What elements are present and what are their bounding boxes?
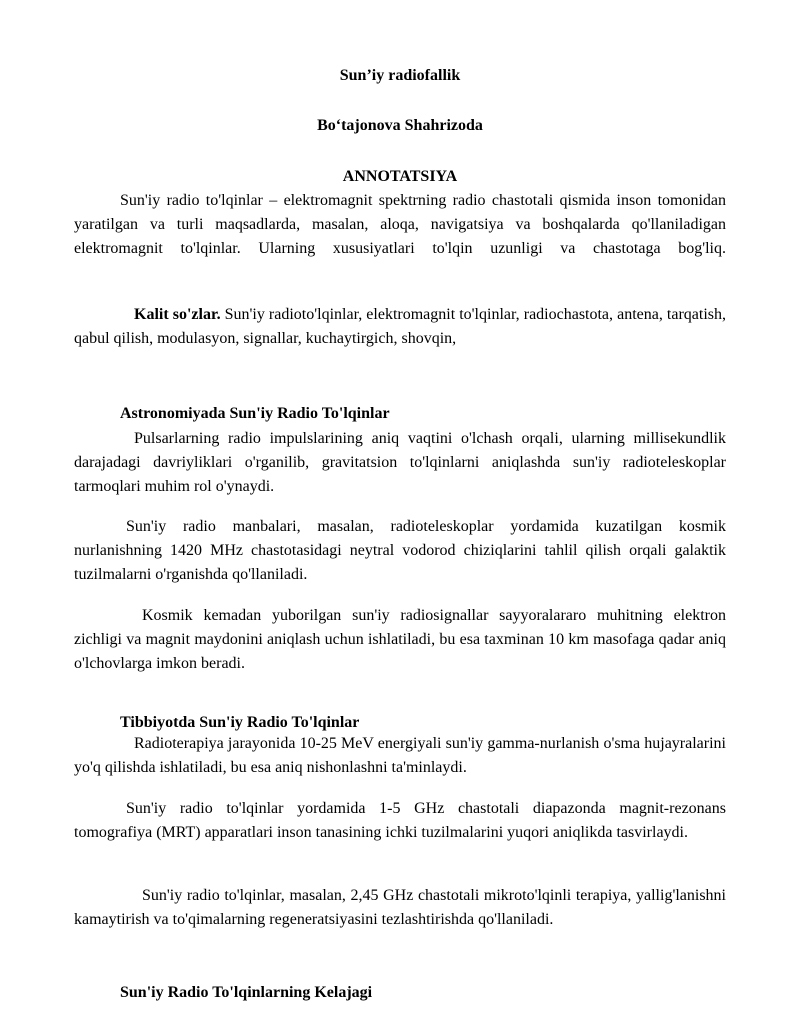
section-paragraph: Pulsarlarning radio impulslarining aniq vaqtini o'lchash orqali, ularning millisekundlik darajadagi davriyliklari o'rganilib, gravitatsion to'lqinlarni aniqlashda sun'iy radioteleskoplar tarmoqlari muhim rol o'ynaydi. bbox=[74, 430, 726, 495]
annotation-paragraph: Sun'iy radio to'lqinlar – elektromagnit spektrning radio chastotali qismida inson tomonidan yaratilgan va turli maqsadlarda, masalan, aloqa, navigatsiya va boshqalarda qo'llaniladigan elektromagnit to'lqinlar. Ularning xususiyatlari to'lqin uzunligi va chastotaga bog'liq. bbox=[74, 192, 726, 257]
section-paragraph: Kosmik kemadan yuborilgan sun'iy radiosignallar sayyoralararo muhitning elektron zichligi va magnit maydonini aniqlash uchun ishlatiladi, bu esa taxminan 10 km masofaga qadar aniq o'lchovlarga imkon beradi. bbox=[74, 607, 726, 672]
section-paragraph: Sun'iy radio to'lqinlar, masalan, 2,45 GHz chastotali mikroto'lqinli terapiya, yallig'lanishni kamaytirish va to'qimalarning regeneratsiyasini tezlashtirishda qo'llaniladi. bbox=[74, 887, 726, 928]
section-paragraph: Sun'iy radio to'lqinlar yordamida 1-5 GHz chastotali diapazonda magnit-rezonans tomografiya (MRT) apparatlari inson tanasining ichki tuzilmalarini yuqori aniqlikda tasvirlaydi. bbox=[74, 800, 726, 841]
keywords-text: Sun'iy radioto'lqinlar, elektromagnit to'lqinlar, radiochastota, antena, tarqatish, qabul qilish, modulasyon, signallar, kuchaytirgich, shovqin, bbox=[74, 306, 726, 347]
section-heading-astronomy: Astronomiyada Sun'iy Radio To'lqinlar bbox=[120, 405, 390, 422]
annotation-heading: ANNOTATSIYA bbox=[342, 168, 458, 185]
section-heading-medicine: Tibbiyotda Sun'iy Radio To'lqinlar bbox=[120, 714, 360, 731]
keywords-paragraph bbox=[74, 303, 726, 351]
keywords-label: Kalit so'zlar. bbox=[134, 306, 221, 323]
document-author: Bo‘tajonova Shahrizoda bbox=[317, 117, 483, 134]
document-title: Sun’iy radiofallik bbox=[339, 67, 461, 84]
section-heading-future: Sun'iy Radio To'lqinlarning Kelajagi bbox=[120, 984, 373, 1001]
section-paragraph: Radioterapiya jarayonida 10-25 MeV energiyali sun'iy gamma-nurlanish o'sma hujayralarini yo'q qilishda ishlatiladi, bu esa aniq nishonlashni ta'minlaydi. bbox=[74, 735, 726, 776]
section-paragraph: Sun'iy radio manbalari, masalan, radioteleskoplar yordamida kuzatilgan kosmik nurlanishning 1420 MHz chastotasidagi neytral vodorod chiziqlarini tahlil qilish orqali galaktik tuzilmalarni o'rganishda qo'llaniladi. bbox=[74, 518, 726, 583]
